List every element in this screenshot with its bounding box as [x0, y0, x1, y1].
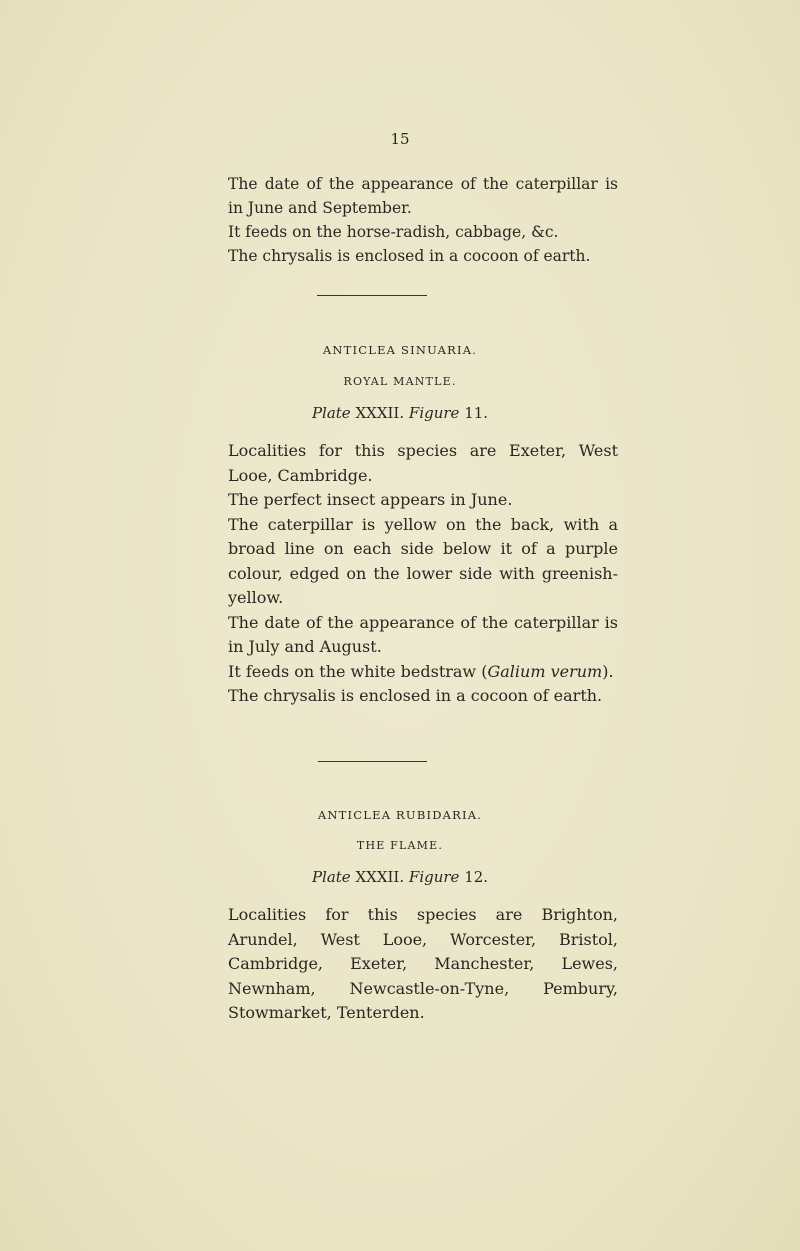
plate-number: XXXII. [355, 404, 405, 422]
species-description [228, 439, 618, 709]
feeds-suffix: ). [602, 661, 614, 681]
species-heading: ANTICLEA SINUARIA. [322, 343, 478, 357]
plate-label: Plate [311, 868, 351, 886]
chrysalis-paragraph: The chrysalis is enclosed in a cocoon of earth. [228, 686, 603, 705]
plate-reference [0, 868, 800, 886]
intro-line-3: The chrysalis is enclosed in a cocoon of earth. [228, 247, 591, 265]
feeds-paragraph [228, 660, 618, 685]
localities-paragraph: Localities for this species are Brighton, Arundel, West Looe, Worcester, Bristol, Cambridge, Exeter, Manchester, Lewes, Newnham, Newcastle-on-Tyne, Pembury, Stowmarket, Tenterden. [228, 905, 618, 1022]
page-number: 15 [390, 130, 410, 148]
caterpillar-paragraph: The caterpillar is yellow on the back, with a broad line on each side below it of a purple colour, edged on the lower side with greenish-yellow. [228, 514, 618, 607]
plate-number: XXXII. [355, 868, 405, 886]
localities-paragraph: Localities for this species are Exeter, West Looe, Cambridge. [228, 441, 618, 485]
species-description [228, 903, 618, 1026]
divider-rule [317, 295, 427, 296]
plate-reference [0, 404, 800, 422]
figure-number: 11. [464, 404, 489, 422]
perfect-insect-paragraph: The perfect insect appears in June. [228, 490, 513, 509]
intro-text [228, 172, 618, 268]
figure-label: Figure [408, 404, 460, 422]
feeds-prefix: It feeds on the white bedstraw ( [228, 661, 488, 681]
figure-label: Figure [408, 868, 460, 886]
species-heading: ANTICLEA RUBIDARIA. [317, 808, 483, 822]
common-name: ROYAL MANTLE. [343, 375, 457, 388]
intro-line-1: The date of the appearance of the caterpillar is in June and September. [228, 175, 618, 217]
caterpillar-date-paragraph: The date of the appearance of the caterpillar is in July and August. [228, 612, 618, 656]
figure-number: 12. [464, 868, 489, 886]
divider-rule [318, 761, 427, 762]
scientific-name: Galium verum [487, 661, 603, 681]
common-name: THE FLAME. [356, 839, 444, 852]
intro-line-2: It feeds on the horse-radish, cabbage, &c. [228, 223, 559, 241]
plate-label: Plate [311, 404, 351, 422]
